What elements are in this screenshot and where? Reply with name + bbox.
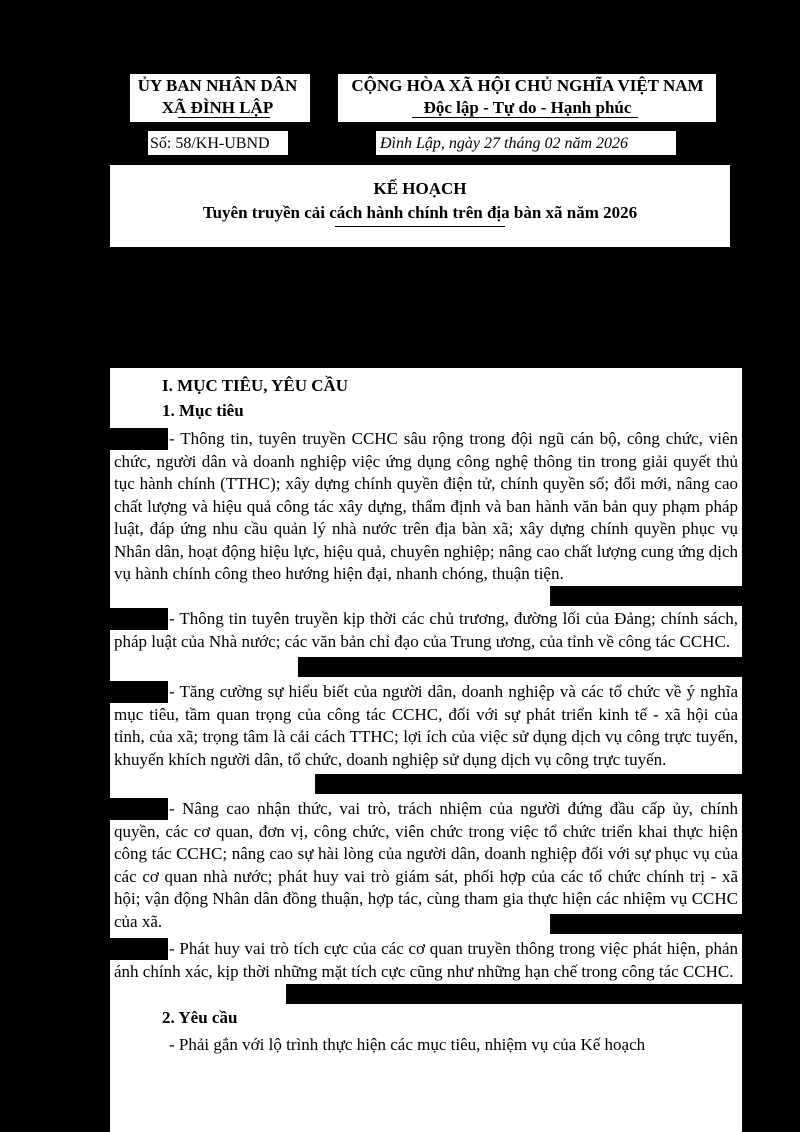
redaction-block xyxy=(110,608,168,630)
redaction-block xyxy=(550,914,742,934)
paragraph-2: - Thông tin tuyên truyền kịp thời các chủ trương, đường lối của Đảng; chính sách, pháp luật của Nhà nước; các văn bản chỉ đạo của Trung ương, của tỉnh về công tác CCHC. xyxy=(114,609,738,651)
place-date: Đình Lập, ngày 27 tháng 02 năm 2026 xyxy=(380,135,628,152)
issuing-agency xyxy=(110,75,325,119)
agency-line-1: ỦY BAN NHÂN DÂN xyxy=(137,76,298,95)
section-heading-1: I. MỤC TIÊU, YÊU CẦU xyxy=(162,376,349,395)
redaction-block xyxy=(315,774,742,794)
redaction-block xyxy=(298,657,742,677)
nation-line-1: CỘNG HÒA XÃ HỘI CHỦ NGHĨA VIỆT NAM xyxy=(351,76,704,95)
document-subject: Tuyên truyền cải cách hành chính trên địa bàn xã năm 2026 xyxy=(202,203,638,222)
redaction-block xyxy=(286,984,742,1004)
paragraph-1: - Thông tin, tuyên truyền CCHC sâu rộng trong đội ngũ cán bộ, công chức, viên chức, người dân và doanh nghiệp việc ứng dụng công nghệ thông tin trong giải quyết thủ tục hành chính (TTHC); xây dựng chính quyền điện tử, chính quyền số; đổi mới, nâng cao chất lượng và hiệu quả công tác xây dựng, thẩm định và ban hành văn bản quy phạm pháp luật, đáp ứng nhu cầu quản lý nhà nước trên địa bàn xã; xây dựng chính quyền phục vụ Nhân dân, hoạt động hiệu lực, hiệu quả, chuyên nghiệp; nâng cao chất lượng cung ứng dịch vụ hành chính công theo hướng hiện đại, nhanh chóng, thuận tiện. xyxy=(114,429,738,583)
redaction-block xyxy=(110,428,168,450)
title-underline xyxy=(335,226,505,227)
paragraph-3: - Tăng cường sự hiểu biết của người dân, doanh nghiệp và các tổ chức về ý nghĩa mục tiêu, tầm quan trọng của công tác CCHC, đối với sự phát triển kinh tế - xã hội của tỉnh, của xã; trọng tâm là cải cách TTHC; lợi ích của việc sử dụng dịch vụ công trực tuyến, khuyến khích người dân, tổ chức, doanh nghiệp sử dụng dịch vụ công trực tuyến. xyxy=(114,682,738,769)
paragraph-6: - Phải gắn với lộ trình thực hiện các mục tiêu, nhiệm vụ của Kế hoạch xyxy=(169,1035,646,1054)
nation-line-2: Độc lập - Tự do - Hạnh phúc xyxy=(423,98,632,117)
motto-underline xyxy=(412,117,638,118)
document-number: Số: 58/KH-UBND xyxy=(150,135,270,152)
paragraph-4: - Nâng cao nhận thức, vai trò, trách nhiệm của người đứng đầu cấp ủy, chính quyền, các cơ quan, đơn vị, công chức, viên chức trong việc tổ chức triển khai thực hiện công tác CCHC; nâng cao sự hài lòng của người dân, doanh nghiệp đối với sự phục vụ của các cơ quan nhà nước; phát huy vai trò giám sát, phối hợp của các tổ chức chính trị - xã hội; vận động Nhân dân đồng thuận, hợp tác, cùng tham gia thực hiện các nhiệm vụ CCHC của xã. xyxy=(114,799,738,931)
redaction-block xyxy=(110,938,168,960)
national-motto xyxy=(330,75,725,119)
subsection-objectives: 1. Mục tiêu xyxy=(162,401,244,420)
subsection-requirements: 2. Yêu cầu xyxy=(162,1008,238,1027)
agency-underline xyxy=(178,117,270,118)
redaction-block xyxy=(110,681,168,703)
agency-line-2: XÃ ĐÌNH LẬP xyxy=(161,98,274,117)
redaction-block xyxy=(110,798,168,820)
document-body xyxy=(110,368,742,1132)
paragraph-5: - Phát huy vai trò tích cực của các cơ quan truyền thông trong việc phát hiện, phản ánh chính xác, kịp thời những mặt tích cực cũng như những hạn chế trong công tác CCHC. xyxy=(114,939,738,981)
title-block xyxy=(110,165,730,247)
redaction-block xyxy=(550,586,742,606)
document-type: KẾ HOẠCH xyxy=(373,179,467,198)
